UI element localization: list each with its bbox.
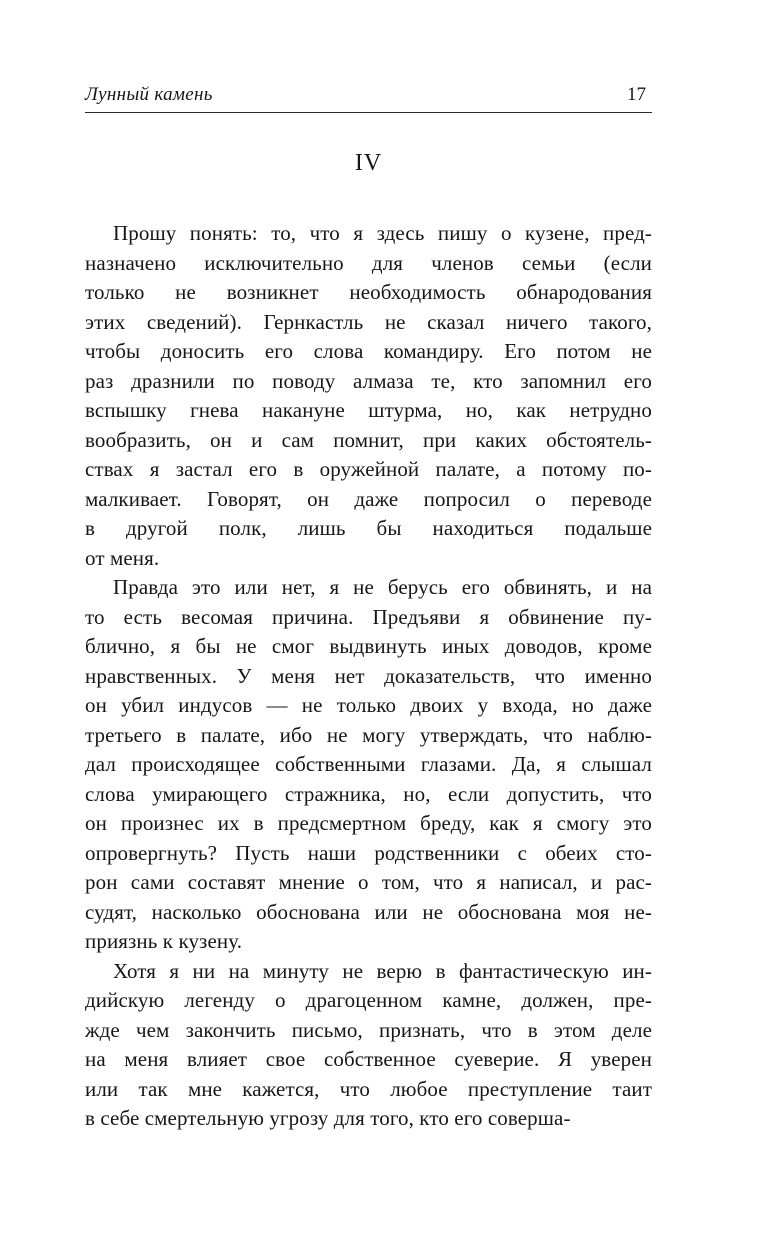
paragraph [85, 957, 652, 1134]
text-line: жде чем закончить письмо, признать, что в этом деле [85, 1017, 652, 1042]
text-line: Правда это или нет, я не берусь его обвинять, и на [113, 575, 652, 599]
text-line: малкивает. Говорят, он даже попросил о переводе [85, 486, 652, 511]
page-number: 17 [627, 84, 646, 105]
text-line: на меня влияет свое собственное суеверие. Я уверен [85, 1047, 652, 1071]
text-line: в другой полк, лишь бы находиться подальше [85, 516, 652, 540]
running-header [85, 84, 652, 106]
text-line: ствах я застал его в оружейной палате, а потому по- [85, 457, 652, 481]
page-content [85, 0, 652, 1134]
text-line: то есть весомая причина. Предъяви я обвинение пу- [85, 604, 652, 629]
text-line: Хотя я ни на минуту не верю в фантастическую ин- [113, 958, 652, 983]
body-text [85, 219, 652, 1134]
text-line: назначено исключительно для членов семьи (если [85, 250, 652, 275]
text-line: Прошу понять: то, что я здесь пишу о кузене, пред- [113, 221, 652, 245]
text-line: третьего в палате, ибо не могу утверждать, что наблю- [85, 722, 652, 747]
paragraph [85, 573, 652, 957]
text-line: блично, я бы не смог выдвинуть иных доводов, кроме [85, 634, 652, 658]
book-title: Лунный камень [85, 84, 213, 105]
paragraph [85, 219, 652, 573]
text-line: или так мне кажется, что любое преступление таит [85, 1076, 652, 1101]
text-line: вспышку гнева накануне штурма, но, как нетрудно [85, 398, 652, 422]
text-line: от меня. [85, 545, 160, 570]
chapter-heading: IV [354, 150, 383, 176]
text-line: рон сами составят мнение о том, что я написал, и рас- [85, 870, 652, 894]
text-line: приязнь к кузену. [85, 929, 243, 953]
text-line: раз дразнили по поводу алмаза те, кто запомнил его [85, 368, 652, 393]
text-line: этих сведений). Гернкастль не сказал ничего такого, [85, 309, 652, 334]
text-line: опровергнуть? Пусть наши родственники с обеих сто- [85, 840, 652, 865]
text-line: судят, насколько обоснована или не обоснована моя не- [85, 899, 652, 924]
header-rule [85, 112, 652, 113]
text-line: он убил индусов — не только двоих у входа, но даже [85, 693, 652, 717]
text-line: вообразить, он и сам помнит, при каких обстоятель- [85, 427, 652, 452]
text-line: дал происходящее собственными глазами. Да, я слышал [85, 752, 652, 776]
text-line: в себе смертельную угрозу для того, кто его соверша- [85, 1106, 571, 1130]
text-line: он произнес их в предсмертном бреду, как я смогу это [85, 811, 652, 835]
text-line: дийскую легенду о драгоценном камне, должен, пре- [85, 988, 652, 1012]
text-line: чтобы доносить его слова командиру. Его потом не [85, 339, 652, 363]
text-line: нравственных. У меня нет доказательств, что именно [85, 663, 652, 688]
text-line: только не возникнет необходимость обнародования [85, 280, 652, 304]
text-line: слова умирающего стражника, но, если допустить, что [85, 781, 652, 806]
